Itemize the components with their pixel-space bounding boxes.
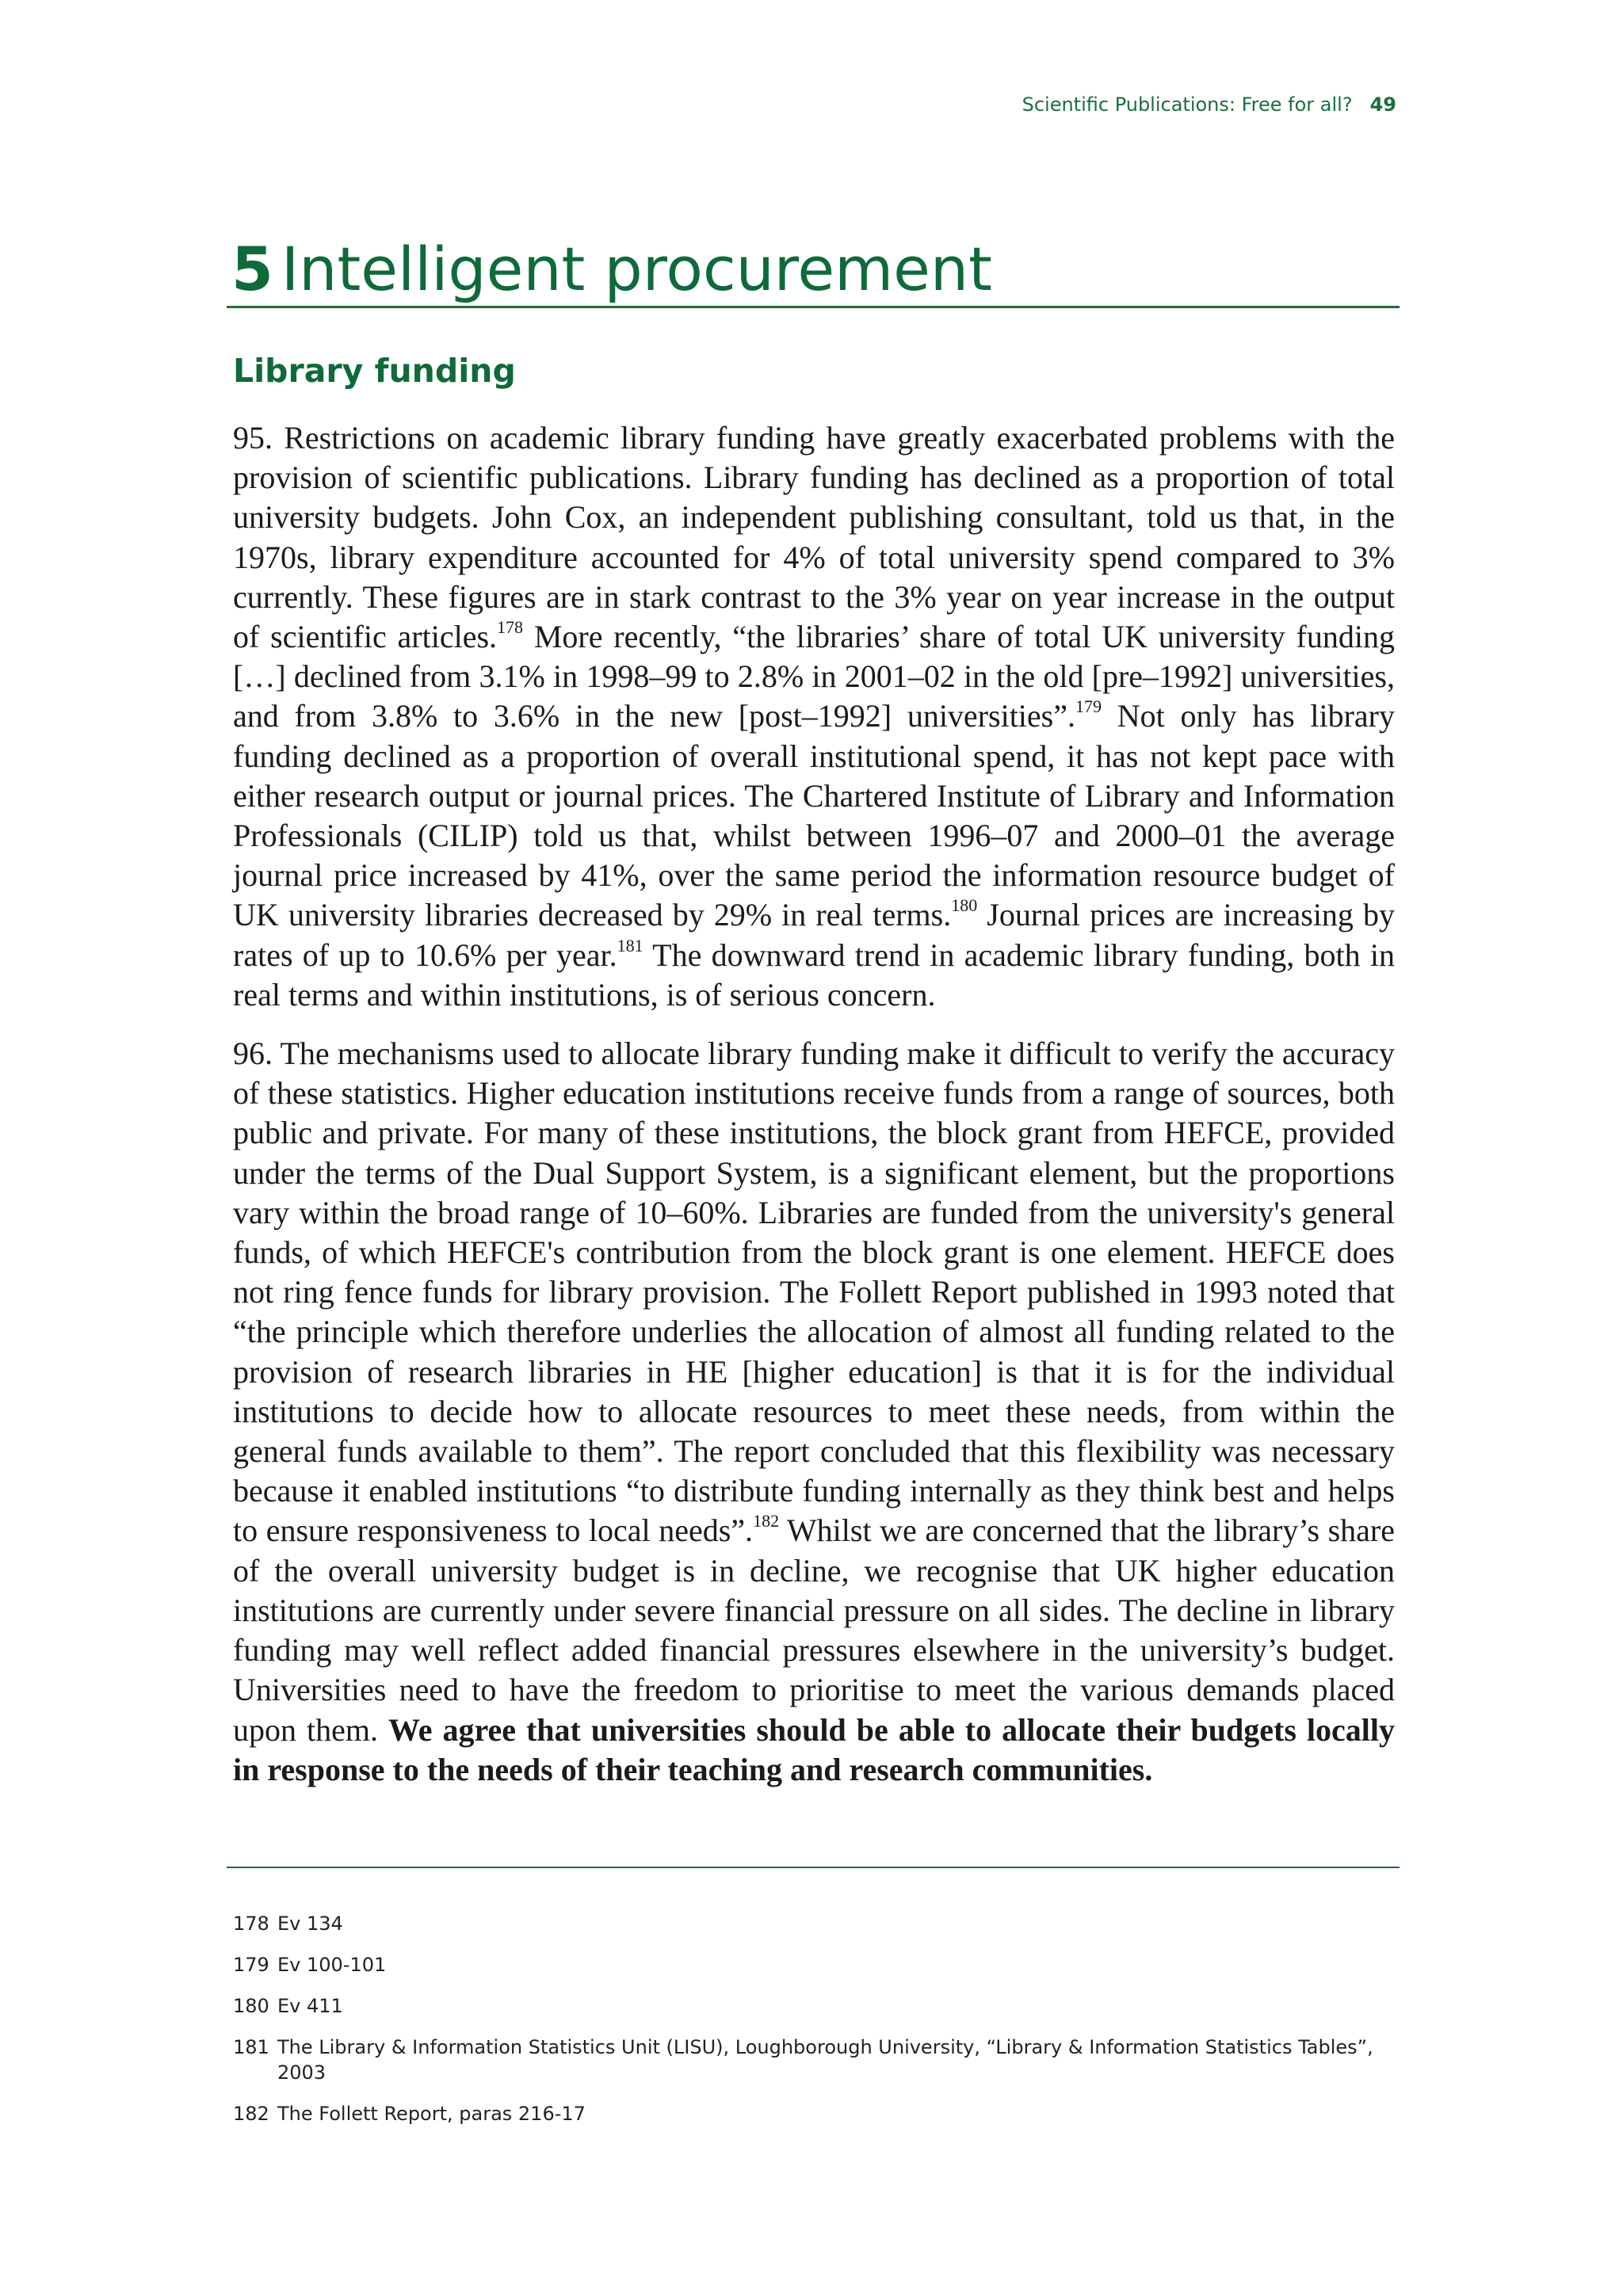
chapter-heading bbox=[231, 230, 1396, 309]
footnote-ref-181[interactable]: 181 bbox=[617, 935, 643, 955]
footnote-ref-182[interactable]: 182 bbox=[753, 1511, 780, 1531]
footnote-text: Ev 100-101 bbox=[277, 1954, 387, 1976]
footnote-text: The Library & Information Statistics Unit (LISU), Loughborough University, “Library & Information Statistics Tables”, 2003 bbox=[277, 2036, 1373, 2084]
footnote-text: Ev 134 bbox=[277, 1913, 343, 1935]
footnotes bbox=[233, 1911, 1398, 2142]
footnote-rule bbox=[227, 1867, 1400, 1868]
paragraph-95 bbox=[233, 418, 1395, 1015]
footnote bbox=[233, 2035, 1398, 2085]
paragraph-95-text-4: Journal prices are increasing by rates of up to 10.6% per year. bbox=[233, 897, 1395, 973]
footnote-ref-178[interactable]: 178 bbox=[497, 617, 524, 638]
paragraph-96-text-2: Whilst we are concerned that the library’s share of the overall university budget is in decline, we recognise that UK higher education institutions are currently under severe financial pressure on all sides. The decline in library funding may well reflect added financial pressures elsewhere in the university’s budget. Universities need to have the freedom to prioritise to meet the various demands placed upon them. bbox=[233, 1512, 1395, 1748]
footnote-number: 179 bbox=[233, 1954, 269, 1976]
footnote-ref-180[interactable]: 180 bbox=[951, 895, 978, 916]
footnote-number: 180 bbox=[233, 1995, 269, 2017]
footnote-number: 178 bbox=[233, 1913, 269, 1935]
running-header bbox=[1022, 93, 1396, 116]
footnote-number: 181 bbox=[233, 2036, 269, 2058]
body-text bbox=[233, 418, 1395, 1790]
paragraph-95-text-2: More recently, “the libraries’ share of total UK university funding […] declined from 3.1% in 1998–99 to 2.8% in 2001–02 in the old [pre–1992] universities, and from 3.8% to 3.6% in the new [post–1992] universities”. bbox=[233, 619, 1395, 734]
paragraph-96 bbox=[233, 1034, 1395, 1790]
paragraph-96-conclusion: We agree that universities should be able to allocate their budgets locally in response to the needs of their teaching and research communities. bbox=[233, 1711, 1395, 1787]
footnote bbox=[233, 1911, 1398, 1936]
running-title: Scientific Publications: Free for all? bbox=[1022, 93, 1353, 116]
footnote bbox=[233, 1952, 1398, 1978]
paragraph-95-text-3: Not only has library funding declined as a proportion of overall institutional spend, it has not kept pace with either research output or journal prices. The Chartered Institute of Library and Information Professionals (CILIP) told us that, whilst between 1996–07 and 2000–01 the average journal price increased by 41%, over the same period the information resource budget of UK university libraries decreased by 29% in real terms. bbox=[233, 698, 1395, 933]
footnote-text: Ev 411 bbox=[277, 1995, 343, 2017]
footnote bbox=[233, 2101, 1398, 2126]
paragraph-95-text-1: 95. Restrictions on academic library funding have greatly exacerbated problems with the provision of scientific publications. Library funding has declined as a proportion of total university budgets. John Cox, an independent publishing consultant, told us that, in the 1970s, library expenditure accounted for 4% of total university spend compared to 3% currently. These figures are in stark contrast to the 3% year on year increase in the output of scientific articles. bbox=[233, 420, 1395, 655]
chapter-number: 5 bbox=[231, 234, 273, 304]
footnote-ref-179[interactable]: 179 bbox=[1075, 696, 1102, 717]
paragraph-95-text-5: The downward trend in academic library funding, both in real terms and within institutions, is of serious concern. bbox=[233, 936, 1396, 1013]
footnote bbox=[233, 1993, 1398, 2019]
chapter-rule bbox=[227, 306, 1400, 308]
footnote-number: 182 bbox=[233, 2103, 269, 2125]
chapter-title: Intelligent procurement bbox=[281, 234, 992, 304]
page-number: 49 bbox=[1369, 93, 1396, 116]
footnote-text: The Follett Report, paras 216-17 bbox=[277, 2103, 586, 2125]
section-heading: Library funding bbox=[233, 352, 516, 390]
paragraph-96-text-1: 96. The mechanisms used to allocate library funding make it difficult to verify the accuracy of these statistics. Higher education institutions receive funds from a range of sources, both public and private. For many of these institutions, the block grant from HEFCE, provided under the terms of the Dual Support System, is a significant element, but the proportions vary within the broad range of 10–60%. Libraries are funded from the university's general funds, of which HEFCE's contribution from the block grant is one element. HEFCE does not ring fence funds for library provision. The Follett Report published in 1993 noted that “the principle which therefore underlies the allocation of almost all funding related to the provision of research libraries in HE [higher education] is that it is for the individual institutions to decide how to allocate resources to meet these needs, from within the general funds available to them”. The report concluded that this flexibility was necessary because it enabled institutions “to distribute funding internally as they think best and helps to ensure responsiveness to local needs”. bbox=[233, 1035, 1395, 1549]
